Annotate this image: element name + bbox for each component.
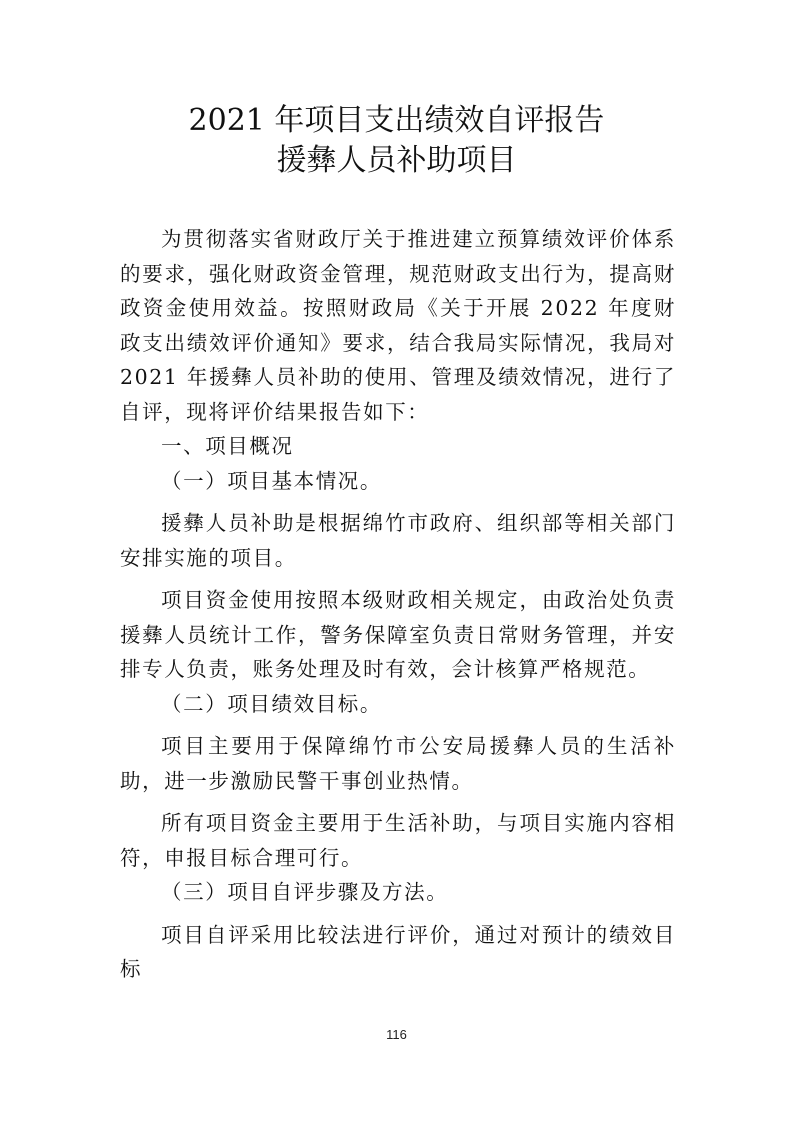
section-heading-overview: 一、项目概况: [161, 434, 294, 458]
report-subtitle: 援彝人员补助项目: [276, 143, 517, 178]
paragraph-goal-purpose: 项目主要用于保障绵竹市公安局援彝人员的生活补助，进一步激励民警干事创业热情。: [120, 734, 676, 793]
subheading-basic-info: （一）项目基本情况。: [161, 468, 382, 493]
paragraph-evaluation-method: 项目自评采用比较法进行评价，通过对预计的绩效目标: [120, 922, 676, 981]
paragraph-fund-management: 项目资金使用按照本级财政相关规定，由政治处负责援彝人员统计工作，警务保障室负责日常财务管理，并安排专人负责，账务处理及时有效，会计核算严格规范。: [120, 588, 676, 681]
paragraph-goal-usage: 所有项目资金主要用于生活补助，与项目实施内容相符，申报目标合理可行。: [120, 811, 676, 870]
report-body: [120, 222, 676, 987]
report-title: 2021 年项目支出绩效自评报告: [188, 103, 605, 138]
intro-paragraph: 为贯彻落实省财政厅关于推进建立预算绩效评价体系的要求，强化财政资金管理，规范财政支出行为，提高财政资金使用效益。按照财政局《关于开展 2022 年度财政支出绩效评价通知》要求，结合我局实际情况，我局对 2021 年援彝人员补助的使用、管理及绩效情况，进行了自评，现将评价结果报告如下：: [120, 227, 676, 424]
subheading-performance-goals: （二）项目绩效目标。: [161, 691, 382, 716]
paragraph-basic-info: 援彝人员补助是根据绵竹市政府、组织部等相关部门安排实施的项目。: [120, 511, 676, 570]
page-number: 116: [386, 1027, 407, 1042]
subheading-evaluation-method: （三）项目自评步骤及方法。: [161, 880, 449, 904]
